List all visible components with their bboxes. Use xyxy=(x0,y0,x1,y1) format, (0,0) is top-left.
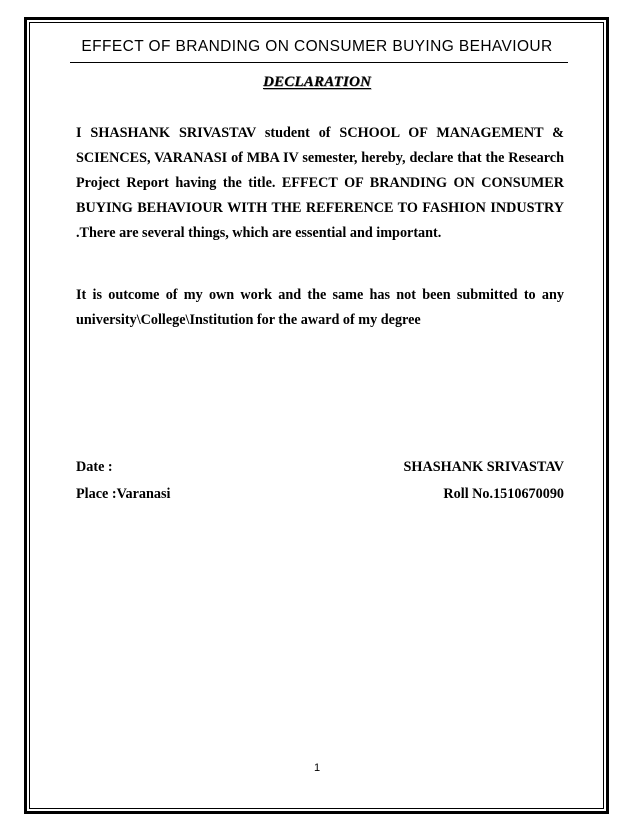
originality-paragraph-text: It is outcome of my own work and the same has not been submitted to any university\College\Institution for the award of my degree xyxy=(76,287,564,328)
running-header: EFFECT OF BRANDING ON CONSUMER BUYING BEHAVIOUR xyxy=(81,38,553,55)
date-label: Date : xyxy=(76,459,113,475)
page-number: 1 xyxy=(313,762,321,774)
declaration-paragraph-text: I SHASHANK SRIVASTAV student of SCHOOL OF MANAGEMENT & SCIENCES, VARANASI of MBA IV semester, hereby, declare that the Research Project Report having the title. EFFECT OF BRANDING ON CONSUMER BUYING BEHAVIOUR WITH THE REFERENCE TO FASHION INDUSTRY .There are several things, which are essential and important. xyxy=(76,125,564,241)
originality-paragraph xyxy=(76,283,564,333)
page-title: DECLARATION xyxy=(262,74,372,90)
header-rule xyxy=(70,62,568,63)
roll-number: Roll No.1510670090 xyxy=(443,486,564,502)
place-label: Place :Varanasi xyxy=(76,486,171,502)
declaration-paragraph xyxy=(76,121,564,246)
signatory-name: SHASHANK SRIVASTAV xyxy=(403,459,564,475)
